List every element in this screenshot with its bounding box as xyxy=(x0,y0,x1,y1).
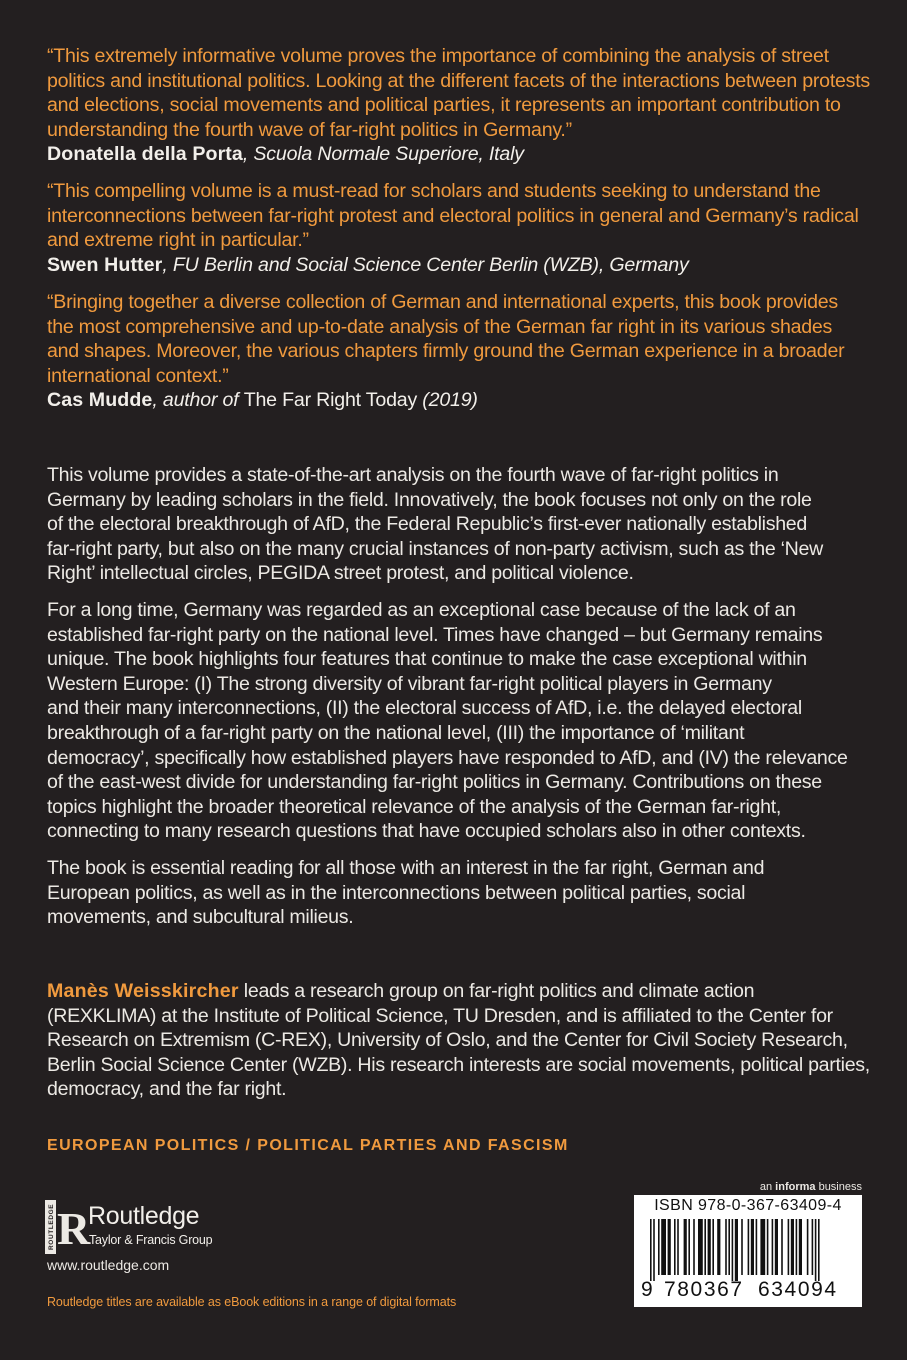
barcode-bar xyxy=(788,1219,790,1275)
endorsement-attribution-2 xyxy=(47,253,877,278)
informa-suffix: business xyxy=(815,1181,862,1193)
barcode-bar xyxy=(717,1219,720,1275)
publisher-name: Routledge xyxy=(88,1202,200,1230)
barcode-bar xyxy=(781,1219,783,1275)
barcode-digits-right: 634094 xyxy=(758,1278,838,1301)
informa-brand: informa xyxy=(775,1181,816,1193)
text-line: Germany by leading scholars in the field. Innovatively, the book focuses not only on the role xyxy=(47,488,812,511)
barcode-bar xyxy=(688,1219,690,1275)
endorser-affiliation-suffix: (2019) xyxy=(417,389,478,411)
text-line: of the electoral breakthrough of AfD, the Federal Republic’s first-ever nationally established xyxy=(47,513,807,536)
barcode-bar xyxy=(658,1219,660,1275)
barcode-bar xyxy=(650,1219,652,1281)
barcode-bar xyxy=(815,1219,817,1281)
endorser-affiliation: , FU Berlin and Social Science Center Berlin (WZB), Germany xyxy=(162,254,689,276)
barcode-bar xyxy=(735,1219,738,1281)
publisher-logo xyxy=(45,1200,265,1256)
isbn-barcode-box xyxy=(634,1195,862,1307)
barcode-bar xyxy=(698,1219,703,1275)
description-paragraph-3 xyxy=(47,856,877,930)
barcode-bar xyxy=(799,1219,802,1275)
barcode-bar xyxy=(796,1219,798,1275)
endorser-name: Swen Hutter xyxy=(47,254,163,276)
quote-line: politics and institutional politics. Looking at the different facets of the interactions between protests xyxy=(47,69,870,92)
barcode-bar xyxy=(704,1219,706,1275)
quote-line: “Bringing together a diverse collection of German and international experts, this book provides xyxy=(47,291,838,313)
text-line: and their many interconnections, (II) the electoral success of AfD, i.e. the delayed electoral xyxy=(47,697,802,720)
endorsement-quote-2 xyxy=(47,179,877,253)
text-line: This volume provides a state-of-the-art analysis on the fourth wave of far-right politics in xyxy=(47,464,779,486)
ebook-note: Routledge titles are available as eBook editions in a range of digital formats xyxy=(47,1295,457,1309)
subject-category: EUROPEAN POLITICS / POLITICAL PARTIES AND FASCISM xyxy=(47,1137,569,1154)
endorsement-attribution-3 xyxy=(47,388,877,413)
endorser-affiliation: , Scuola Normale Superiore, Italy xyxy=(242,143,524,165)
barcode-bar xyxy=(674,1219,676,1275)
barcode-bar xyxy=(812,1219,814,1275)
publisher-website[interactable]: www.routledge.com xyxy=(47,1257,170,1273)
quote-line: and elections, social movements and political parties, it represents an important contribution to xyxy=(47,94,841,117)
informa-prefix: an xyxy=(759,1181,776,1193)
barcode-bar xyxy=(775,1219,778,1275)
text-line: For a long time, Germany was regarded as an exceptional case because of the lack of an xyxy=(47,599,796,621)
text-line xyxy=(47,979,877,1004)
routledge-logo-icon xyxy=(45,1200,91,1254)
text-line: Berlin Social Science Center (WZB). His research interests are social movements, political parties, xyxy=(47,1053,870,1076)
logo-vertical-text: ROUTLEDGE xyxy=(48,1203,55,1250)
text-line: far-right party, but also on the many crucial instances of non-party activism, such as the ‘New xyxy=(47,537,823,560)
barcode-bar xyxy=(772,1219,774,1275)
barcode-bar xyxy=(748,1219,750,1275)
text-line: connecting to many research questions that have occupied scholars also in other contexts. xyxy=(47,820,806,843)
logo-letter: R xyxy=(57,1203,91,1254)
barcode-bar xyxy=(756,1219,758,1275)
text-line: European politics, as well as in the interconnections between political parties, social xyxy=(47,881,746,904)
barcode-bar xyxy=(693,1219,695,1275)
barcode-bar xyxy=(725,1219,727,1275)
text-line: Western Europe: (I) The strong diversity of vibrant far-right political players in Germany xyxy=(47,672,772,695)
endorsement-quote-3 xyxy=(47,290,877,388)
endorsement-attribution-1 xyxy=(47,142,877,167)
isbn-label: ISBN 978-0-367-63409-4 xyxy=(654,1197,842,1214)
author-name: Manès Weisskircher xyxy=(47,980,239,1002)
barcode-bar xyxy=(677,1219,679,1275)
quote-line: “This extremely informative volume proves the importance of combining the analysis of street xyxy=(47,45,829,67)
barcode-bar xyxy=(791,1219,794,1275)
barcode-bar xyxy=(708,1219,711,1275)
barcode-digit-first: 9 xyxy=(641,1278,653,1301)
quote-line: and shapes. Moreover, the various chapters firmly ground the German experience in a broader xyxy=(47,340,845,363)
text-line: Right’ intellectual circles, PEGIDA street protest, and political violence. xyxy=(47,562,634,585)
barcode-bar xyxy=(661,1219,666,1275)
text-line: Research on Extremism (C-REX), University of Oslo, and the Center for Civil Society Research, xyxy=(47,1029,848,1052)
text-line: (REXKLIMA) at the Institute of Political Science, TU Dresden, and is affiliated to the Center for xyxy=(47,1004,833,1027)
quote-line: the most comprehensive and up-to-date analysis of the German far right in its various shades xyxy=(47,315,833,338)
quote-line: understanding the fourth wave of far-right politics in Germany.” xyxy=(47,118,572,141)
barcode-digits-left: 780367 xyxy=(664,1278,744,1301)
barcode-bar xyxy=(741,1219,743,1275)
text-line: breakthrough of a far-right party on the national level, (III) the importance of ‘militant xyxy=(47,721,745,744)
description-paragraph-2 xyxy=(47,598,877,844)
informa-business-label xyxy=(760,1181,862,1193)
endorser-affiliation-prefix: , author of xyxy=(152,389,244,411)
text-line: The book is essential reading for all those with an interest in the far right, German and xyxy=(47,857,765,879)
barcode-bar xyxy=(760,1219,765,1275)
text-line: topics highlight the broader theoretical relevance of the analysis of the German far-right, xyxy=(47,795,782,818)
text-line: democracy, and the far right. xyxy=(47,1078,287,1101)
quote-line: interconnections between far-right protest and electoral politics in general and Germany’s radical xyxy=(47,204,859,227)
text-line: movements, and subcultural milieus. xyxy=(47,906,354,929)
barcode-bar xyxy=(732,1219,734,1281)
author-bio xyxy=(47,979,877,1102)
barcode-bar xyxy=(728,1219,730,1275)
text-line: established far-right party on the national level. Times have changed – but Germany remains xyxy=(47,623,823,646)
endorser-name: Cas Mudde xyxy=(47,389,153,411)
author-bio-first-line: leads a research group on far-right politics and climate action xyxy=(238,980,755,1002)
text-line: democracy’, specifically how established players have responded to AfD, and (IV) the relevance xyxy=(47,746,848,769)
description-paragraph-1 xyxy=(47,463,877,586)
quote-line: “This compelling volume is a must-read for scholars and students seeking to understand the xyxy=(47,180,821,202)
book-title: The Far Right Today xyxy=(243,389,418,411)
barcode-bar xyxy=(653,1219,655,1281)
barcode-bar xyxy=(807,1219,809,1275)
barcode-bar xyxy=(712,1219,714,1275)
barcode-bar xyxy=(818,1219,820,1281)
barcode-bar xyxy=(751,1219,754,1275)
barcode-bar xyxy=(668,1219,671,1275)
barcode-bar xyxy=(767,1219,769,1275)
endorsement-quote-1 xyxy=(47,44,877,142)
quote-line: and extreme right in particular.” xyxy=(47,229,309,252)
text-line: of the east-west divide for understanding far-right politics in Germany. Contributions on these xyxy=(47,771,822,794)
barcode-bar xyxy=(684,1219,687,1275)
publisher-group: Taylor & Francis Group xyxy=(89,1233,213,1247)
quote-line: international context.” xyxy=(47,364,229,387)
text-line: unique. The book highlights four features that continue to make the case exceptional within xyxy=(47,648,807,671)
endorser-name: Donatella della Porta xyxy=(47,143,243,165)
